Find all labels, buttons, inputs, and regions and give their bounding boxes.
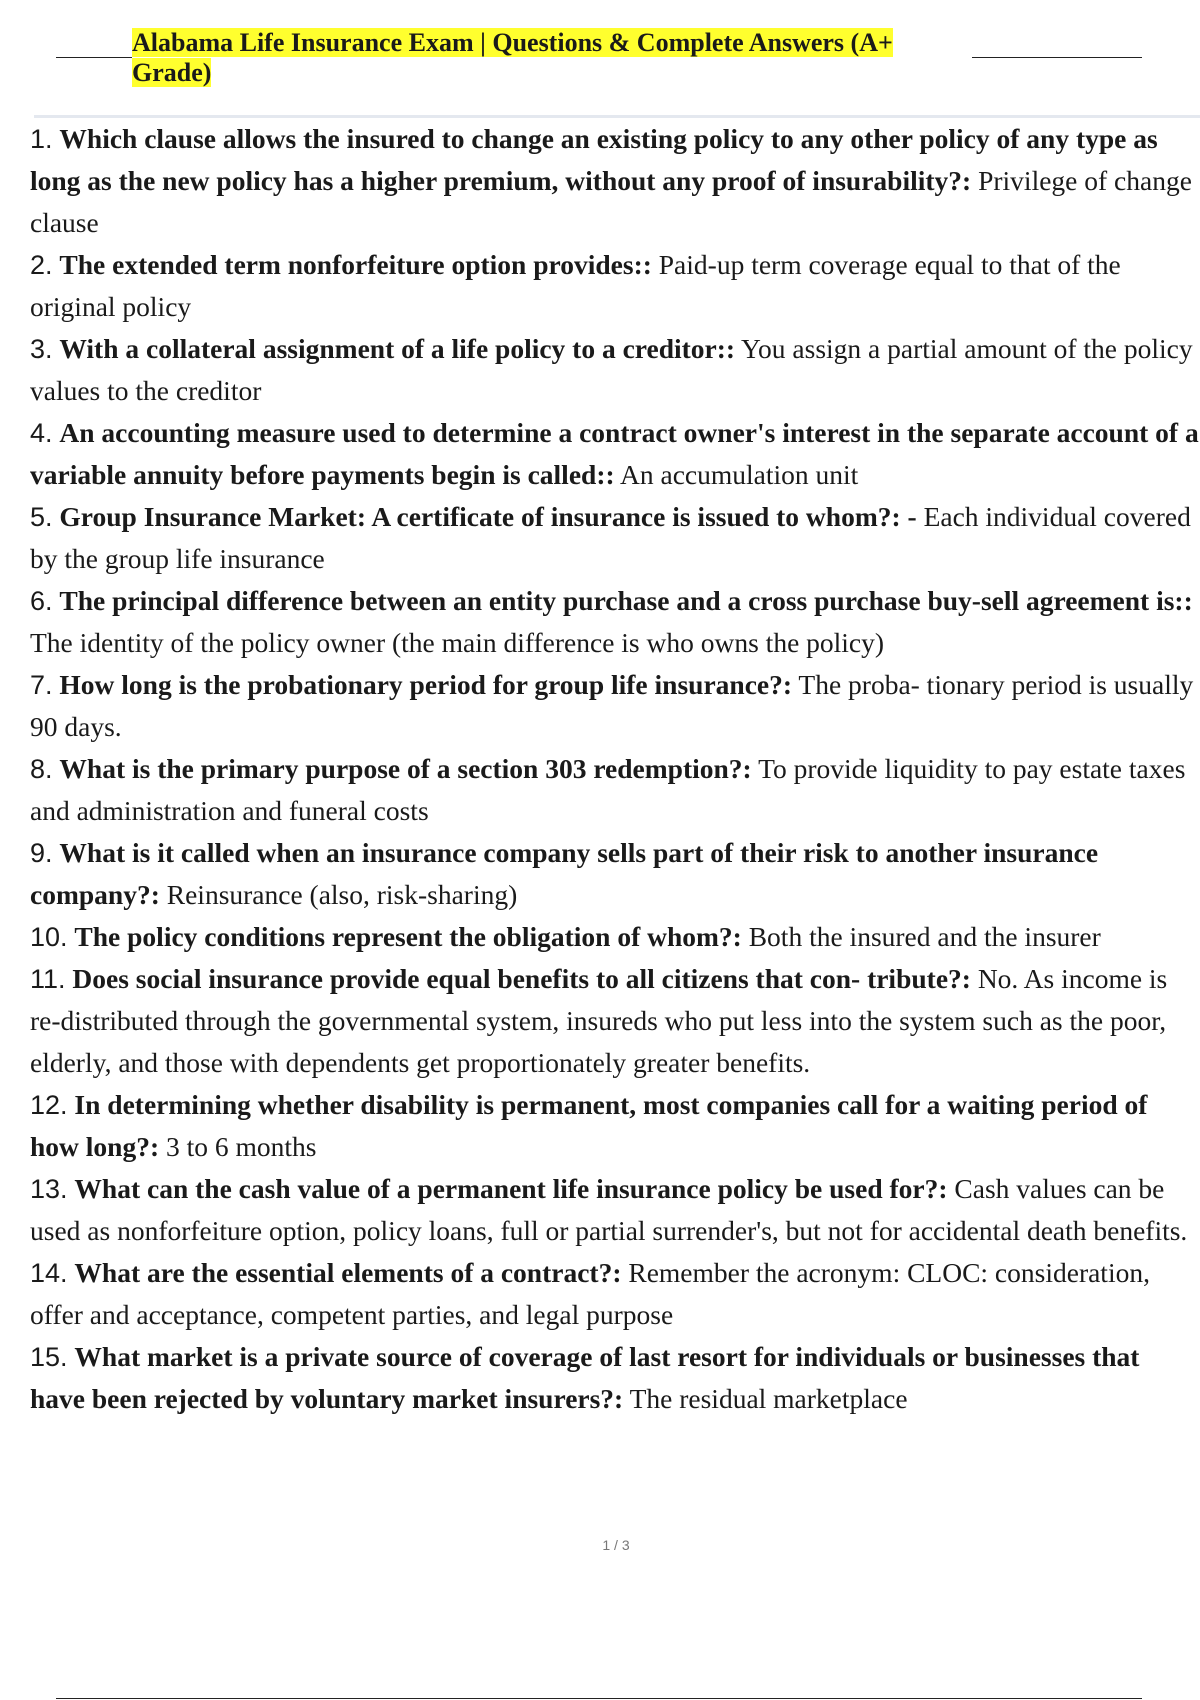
question-number: 11. [30,964,66,994]
question-text: What market is a private source of coverage of last resort for individuals or businesses that have been rejected by voluntary market insurers?: [30,1341,1140,1414]
question-number: 13. [30,1174,68,1204]
question-item [30,916,1200,958]
question-number: 5. [30,502,53,532]
footer-rule [56,1698,1142,1699]
answer-text: No. As income is re-distributed through the governmental system, insureds who put less into the system such as the poor, elderly, and those with dependents get proportionately greater benefits. [30,963,1168,1078]
header-rule-right [972,57,1142,58]
question-number: 15. [30,1342,68,1372]
answer-text: Privilege of change clause [30,165,1192,238]
answer-text: Paid-up term coverage equal to that of the original policy [30,249,1121,322]
question-number: 10. [30,922,68,952]
question-text: Which clause allows the insured to change an existing policy to any other policy of any type as long as the new policy has a higher premium, without any proof of insurability?: [30,123,1158,196]
question-text: Group Insurance Market: A certificate of insurance is issued to whom?: - [59,501,917,532]
document-title [132,28,972,88]
question-number: 7. [30,670,53,700]
question-item [30,244,1200,328]
answer-text: The identity of the policy owner (the main difference is who owns the policy) [30,627,885,658]
question-item [30,958,1200,1084]
answer-text: Each individual covered by the group life insurance [30,501,1191,574]
question-text: With a collateral assignment of a life policy to a creditor:: [59,333,736,364]
question-text: An accounting measure used to determine a contract owner's interest in the separate account of a variable annuity before payments begin is called:: [30,417,1199,490]
document-header [0,0,1200,110]
answer-text: The residual marketplace [629,1383,908,1414]
question-item [30,1336,1200,1420]
answer-text: Remember the acronym: CLOC: consideration, offer and acceptance, competent parties, and legal purpose [30,1257,1150,1330]
question-text: The extended term nonforfeiture option provides:: [59,249,652,280]
question-number: 9. [30,838,53,868]
question-text: What are the essential elements of a contract?: [74,1257,622,1288]
question-number: 14. [30,1258,68,1288]
answer-text: The proba- tionary period is usually 90 days. [30,669,1194,742]
question-text: What is the primary purpose of a section 303 redemption?: [59,753,752,784]
question-text: In determining whether disability is permanent, most companies call for a waiting period of how long?: [30,1089,1148,1162]
question-list [30,118,1200,1420]
question-number: 12. [30,1090,68,1120]
question-number: 4. [30,418,53,448]
answer-text: You assign a partial amount of the policy values to the creditor [30,333,1193,406]
question-number: 2. [30,250,53,280]
question-number: 3. [30,334,53,364]
question-item [30,1168,1200,1252]
question-text: The principal difference between an entity purchase and a cross purchase buy-sell agreement is:: [59,585,1193,616]
question-item [30,580,1200,664]
question-number: 6. [30,586,53,616]
question-item [30,118,1200,244]
page-number: 1 / 3 [602,1537,630,1553]
answer-text: 3 to 6 months [166,1131,317,1162]
answer-text: To provide liquidity to pay estate taxes and administration and funeral costs [30,753,1186,826]
question-item [30,1084,1200,1168]
answer-text: Cash values can be used as nonforfeiture option, policy loans, full or partial surrender's, but not for accidental death benefits. [30,1173,1188,1246]
question-text: The policy conditions represent the obligation of whom?: [74,921,742,952]
question-item [30,748,1200,832]
answer-text: An accumulation unit [620,459,859,490]
question-number: 1. [30,124,53,154]
question-item [30,832,1200,916]
question-text: What is it called when an insurance company sells part of their risk to another insurance company?: [30,837,1099,910]
document-title-text: Alabama Life Insurance Exam | Questions & Complete Answers (A+ Grade) [132,28,893,87]
answer-text: Both the insured and the insurer [748,921,1101,952]
question-text: Does social insurance provide equal benefits to all citizens that con- tribute?: [72,963,971,994]
header-rule-left [56,57,132,58]
question-item [30,1252,1200,1336]
question-item [30,664,1200,748]
question-text: How long is the probationary period for group life insurance?: [59,669,793,700]
question-number: 8. [30,754,53,784]
question-text: What can the cash value of a permanent life insurance policy be used for?: [74,1173,948,1204]
answer-text: Reinsurance (also, risk-sharing) [166,879,518,910]
question-item [30,412,1200,496]
question-item [30,328,1200,412]
question-item [30,496,1200,580]
